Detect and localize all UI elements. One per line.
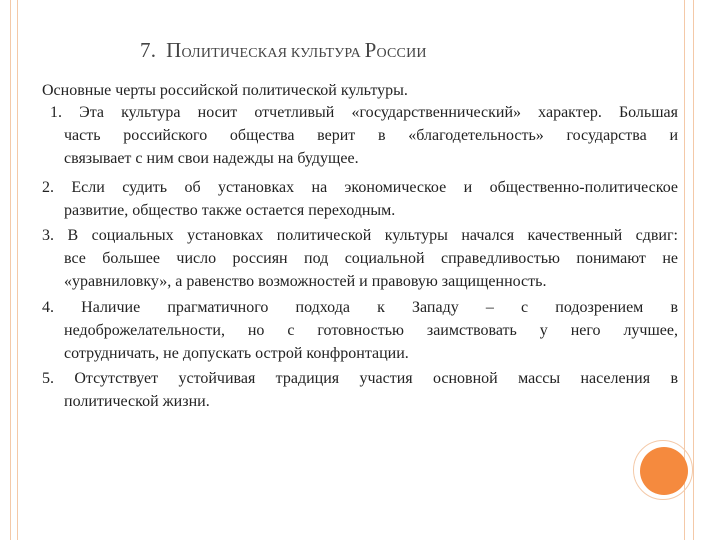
list-item-4 (42, 296, 678, 365)
list-item-2-line-2: развитие, общество также остается переходным. (64, 202, 396, 219)
list-item-3 (42, 224, 678, 293)
list-item-3-line-1: 3. В социальных установках политической культуры начался качественный сдвиг: (42, 227, 678, 244)
slide-number: 7. (140, 38, 157, 62)
list-item-1 (50, 101, 678, 170)
list-item-5 (42, 367, 678, 413)
intro-text: Основные черты российской политической культуры. (42, 82, 408, 99)
list-item-1-line-3: связывает с ним свои надежды на будущее. (64, 150, 359, 167)
list-item-5-line-1: 5. Отсутствует устойчивая традиция участия основной массы населения в (42, 370, 678, 387)
slide-title (140, 38, 427, 63)
title-part-1: ОЛИТИЧЕСКАЯ КУЛЬТУРА (181, 46, 365, 61)
list-item-3-line-3: «уравниловку», а равенство возможностей и правовую защищенность. (64, 273, 547, 290)
left-decorative-frame (10, 0, 18, 540)
list-item-5-line-2: политической жизни. (64, 393, 210, 410)
title-initial-2: Р (364, 38, 377, 62)
list-item-2-line-1: 2. Если судить об установках на экономическое и общественно-политическое (42, 179, 678, 196)
title-initial-1: П (166, 38, 182, 62)
list-item-1-line-2: часть российского общества верит в «благодетельность» государства и (64, 127, 678, 144)
list-item-3-line-2: все большее число россиян под социальной справедливостью понимают не (64, 250, 678, 267)
list-item-4-line-3: сотрудничать, не допускать острой конфронтации. (64, 345, 409, 362)
list-item-2 (42, 176, 678, 222)
title-part-2: ОССИИ (376, 46, 427, 61)
decorative-orange-circle (640, 447, 688, 495)
list-item-1-line-1: 1. Эта культура носит отчетливый «государственнический» характер. Большая (50, 104, 678, 121)
list-item-4-line-2: недоброжелательности, но с готовностью заимствовать у него лучшее, (64, 322, 678, 339)
list-item-4-line-1: 4. Наличие прагматичного подхода к Западу – с подозрением в (42, 299, 678, 316)
